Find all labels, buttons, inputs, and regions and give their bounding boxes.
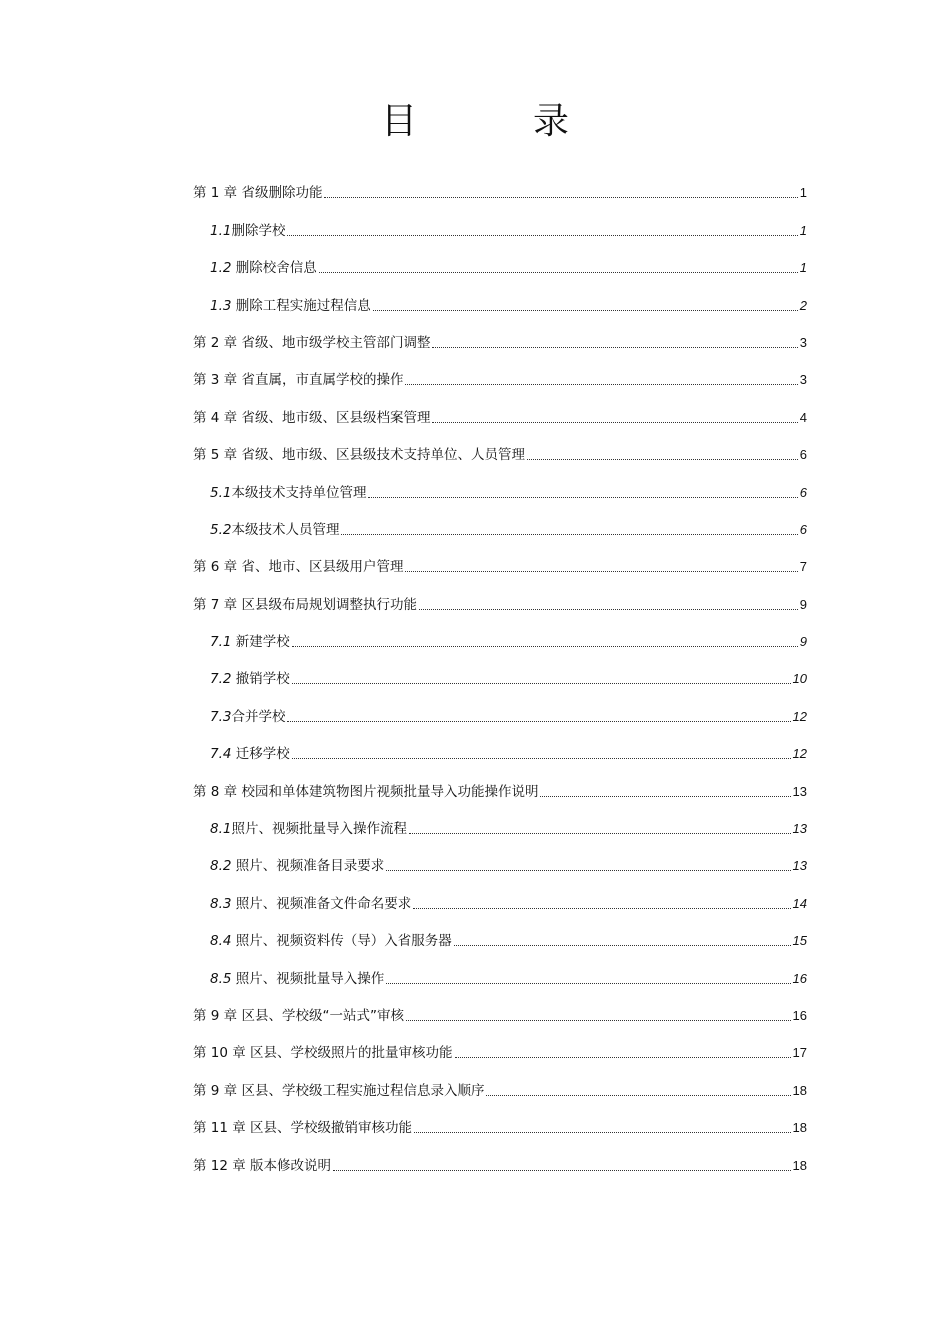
toc-dot-leader	[413, 908, 790, 909]
toc-entry-label	[210, 633, 290, 651]
toc-page-number: 15	[792, 933, 807, 949]
toc-chapter-entry[interactable]	[193, 396, 807, 433]
toc-section-number: 1.1	[210, 222, 232, 239]
toc-section-number: 7.4	[210, 746, 232, 763]
toc-page-number: 1	[799, 185, 807, 201]
toc-page-number: 13	[792, 821, 807, 837]
toc-dot-leader	[292, 646, 798, 647]
toc-page-number: 17	[792, 1045, 807, 1061]
toc-entry-label: 第 6 章 省、地市、区县级用户管理	[193, 559, 404, 576]
toc-entry-label: 第 7 章 区县级布局规划调整执行功能	[193, 596, 417, 613]
toc-entry-label	[210, 745, 290, 763]
toc-dot-leader	[432, 347, 797, 348]
toc-page-number: 9	[799, 596, 807, 612]
toc-dot-leader	[333, 1170, 790, 1171]
toc-entry-label: 第 12 章 版本修改说明	[193, 1157, 332, 1174]
toc-section-text: 合并学校	[231, 708, 286, 725]
toc-section-text: 撤销学校	[231, 671, 290, 688]
toc-entry-label	[210, 222, 285, 240]
toc-dot-leader	[287, 235, 797, 236]
toc-page-number: 6	[799, 484, 807, 500]
toc-section-number: 1.2	[210, 260, 232, 277]
toc-page-number: 12	[792, 708, 807, 724]
toc-dot-leader	[386, 983, 790, 984]
toc-entry-label: 第 2 章 省级、地市级学校主管部门调整	[193, 334, 431, 351]
toc-section-entry[interactable]	[193, 845, 807, 882]
toc-section-text: 照片、视频批量导入操作流程	[231, 821, 407, 838]
toc-dot-leader	[341, 534, 797, 535]
toc-entry-label	[210, 820, 407, 838]
toc-page-number: 18	[792, 1082, 807, 1098]
toc-dot-leader	[454, 945, 791, 946]
toc-section-number: 8.2	[210, 858, 232, 875]
toc-entry-label: 第 9 章 区县、学校级“一站式”审核	[193, 1007, 404, 1024]
toc-section-entry[interactable]	[193, 471, 807, 508]
toc-dot-leader	[540, 796, 790, 797]
toc-section-entry[interactable]	[193, 284, 807, 321]
toc-dot-leader	[432, 422, 797, 423]
toc-section-number: 7.2	[210, 671, 232, 688]
toc-section-entry[interactable]	[193, 621, 807, 658]
toc-dot-leader	[324, 197, 797, 198]
toc-dot-leader	[486, 1095, 790, 1096]
toc-dot-leader	[368, 497, 797, 498]
toc-entry-label	[210, 857, 384, 875]
toc-section-entry[interactable]	[193, 920, 807, 957]
toc-page-number: 7	[799, 559, 807, 575]
toc-entry-label	[210, 895, 411, 913]
toc-dot-leader	[405, 384, 797, 385]
toc-section-number: 8.1	[210, 821, 232, 838]
toc-section-text: 删除学校	[231, 222, 286, 239]
toc-page-number: 6	[799, 521, 807, 537]
toc-section-entry[interactable]	[193, 882, 807, 919]
toc-entry-label	[210, 932, 452, 950]
toc-entry-label	[210, 484, 366, 502]
toc-page-number: 10	[792, 671, 807, 687]
toc-section-number: 5.1	[210, 484, 232, 501]
toc-chapter-entry[interactable]	[193, 172, 807, 209]
toc-page-number: 1	[799, 222, 807, 238]
toc-page-number: 14	[792, 895, 807, 911]
toc-page-number: 1	[799, 260, 807, 276]
toc-page-number: 4	[799, 409, 807, 425]
toc-section-entry[interactable]	[193, 209, 807, 246]
toc-entry-label: 第 11 章 区县、学校级撤销审核功能	[193, 1120, 413, 1137]
toc-entry-label: 第 9 章 区县、学校级工程实施过程信息录入顺序	[193, 1082, 485, 1099]
toc-entry-label: 第 10 章 区县、学校级照片的批量审核功能	[193, 1045, 453, 1062]
toc-entry-label	[210, 670, 290, 688]
toc-dot-leader	[292, 683, 791, 684]
toc-chapter-entry[interactable]	[193, 1069, 807, 1106]
toc-dot-leader	[319, 272, 798, 273]
toc-section-entry[interactable]	[193, 957, 807, 994]
toc-chapter-entry[interactable]	[193, 546, 807, 583]
toc-page-number: 3	[799, 372, 807, 388]
toc-section-number: 7.3	[210, 708, 232, 725]
toc-section-text: 照片、视频准备文件命名要求	[231, 895, 412, 912]
toc-section-text: 照片、视频资料传（导）入省服务器	[231, 933, 452, 950]
toc-section-text: 删除工程实施过程信息	[231, 297, 371, 314]
toc-dot-leader	[414, 1132, 790, 1133]
toc-section-number: 8.5	[210, 970, 232, 987]
toc-section-number: 8.3	[210, 895, 232, 912]
toc-page-number: 3	[799, 334, 807, 350]
toc-page-number: 12	[792, 746, 807, 762]
table-of-contents	[193, 172, 807, 1182]
toc-section-entry[interactable]	[193, 808, 807, 845]
toc-chapter-entry[interactable]	[193, 995, 807, 1032]
toc-section-number: 1.3	[210, 297, 232, 314]
toc-chapter-entry[interactable]	[193, 322, 807, 359]
toc-section-entry[interactable]	[193, 733, 807, 770]
toc-title: 目 录	[380, 101, 609, 142]
toc-page-number: 18	[792, 1120, 807, 1136]
toc-entry-label: 第 8 章 校园和单体建筑物图片视频批量导入功能操作说明	[193, 783, 539, 800]
toc-entry-label	[210, 521, 339, 539]
toc-entry-label	[210, 708, 285, 726]
toc-page-number: 2	[799, 297, 807, 313]
toc-chapter-entry[interactable]	[193, 583, 807, 620]
toc-entry-label	[210, 259, 317, 277]
toc-entry-label	[210, 970, 384, 988]
toc-section-text: 照片、视频批量导入操作	[231, 970, 385, 987]
toc-section-text: 照片、视频准备目录要求	[231, 858, 385, 875]
toc-section-text: 新建学校	[231, 634, 290, 651]
toc-page-number: 16	[792, 1007, 807, 1023]
toc-chapter-entry[interactable]	[193, 434, 807, 471]
toc-dot-leader	[287, 721, 790, 722]
toc-page-number: 13	[792, 858, 807, 874]
toc-section-number: 5.2	[210, 521, 232, 538]
toc-dot-leader	[419, 609, 798, 610]
toc-chapter-entry[interactable]	[193, 1032, 807, 1069]
toc-chapter-entry[interactable]	[193, 1144, 807, 1181]
toc-section-entry[interactable]	[193, 509, 807, 546]
toc-page-number: 13	[792, 783, 807, 799]
toc-section-entry[interactable]	[193, 247, 807, 284]
toc-entry-label: 第 4 章 省级、地市级、区县级档案管理	[193, 409, 431, 426]
toc-section-text: 迁移学校	[231, 746, 290, 763]
toc-section-number: 8.4	[210, 933, 232, 950]
toc-section-text: 本级技术支持单位管理	[231, 484, 367, 501]
toc-section-number: 7.1	[210, 634, 232, 651]
toc-dot-leader	[527, 459, 798, 460]
toc-dot-leader	[292, 758, 791, 759]
toc-dot-leader	[406, 1020, 791, 1021]
toc-chapter-entry[interactable]	[193, 1107, 807, 1144]
toc-page-number: 18	[792, 1157, 807, 1173]
toc-section-entry[interactable]	[193, 695, 807, 732]
toc-dot-leader	[373, 310, 798, 311]
toc-dot-leader	[409, 833, 791, 834]
toc-entry-label: 第 3 章 省直属，市直属学校的操作	[193, 372, 404, 389]
toc-entry-label: 第 1 章 省级删除功能	[193, 185, 323, 202]
toc-section-entry[interactable]	[193, 658, 807, 695]
toc-page-number: 16	[792, 970, 807, 986]
toc-dot-leader	[386, 870, 790, 871]
toc-entry-label	[210, 297, 371, 315]
toc-entry-label: 第 5 章 省级、地市级、区县级技术支持单位、人员管理	[193, 447, 525, 464]
toc-page-number: 9	[799, 634, 807, 650]
toc-page-number: 6	[799, 447, 807, 463]
toc-chapter-entry[interactable]	[193, 359, 807, 396]
toc-dot-leader	[455, 1057, 791, 1058]
toc-dot-leader	[405, 571, 797, 572]
toc-chapter-entry[interactable]	[193, 770, 807, 807]
toc-section-text: 删除校舍信息	[231, 260, 317, 277]
toc-section-text: 本级技术人员管理	[231, 521, 340, 538]
